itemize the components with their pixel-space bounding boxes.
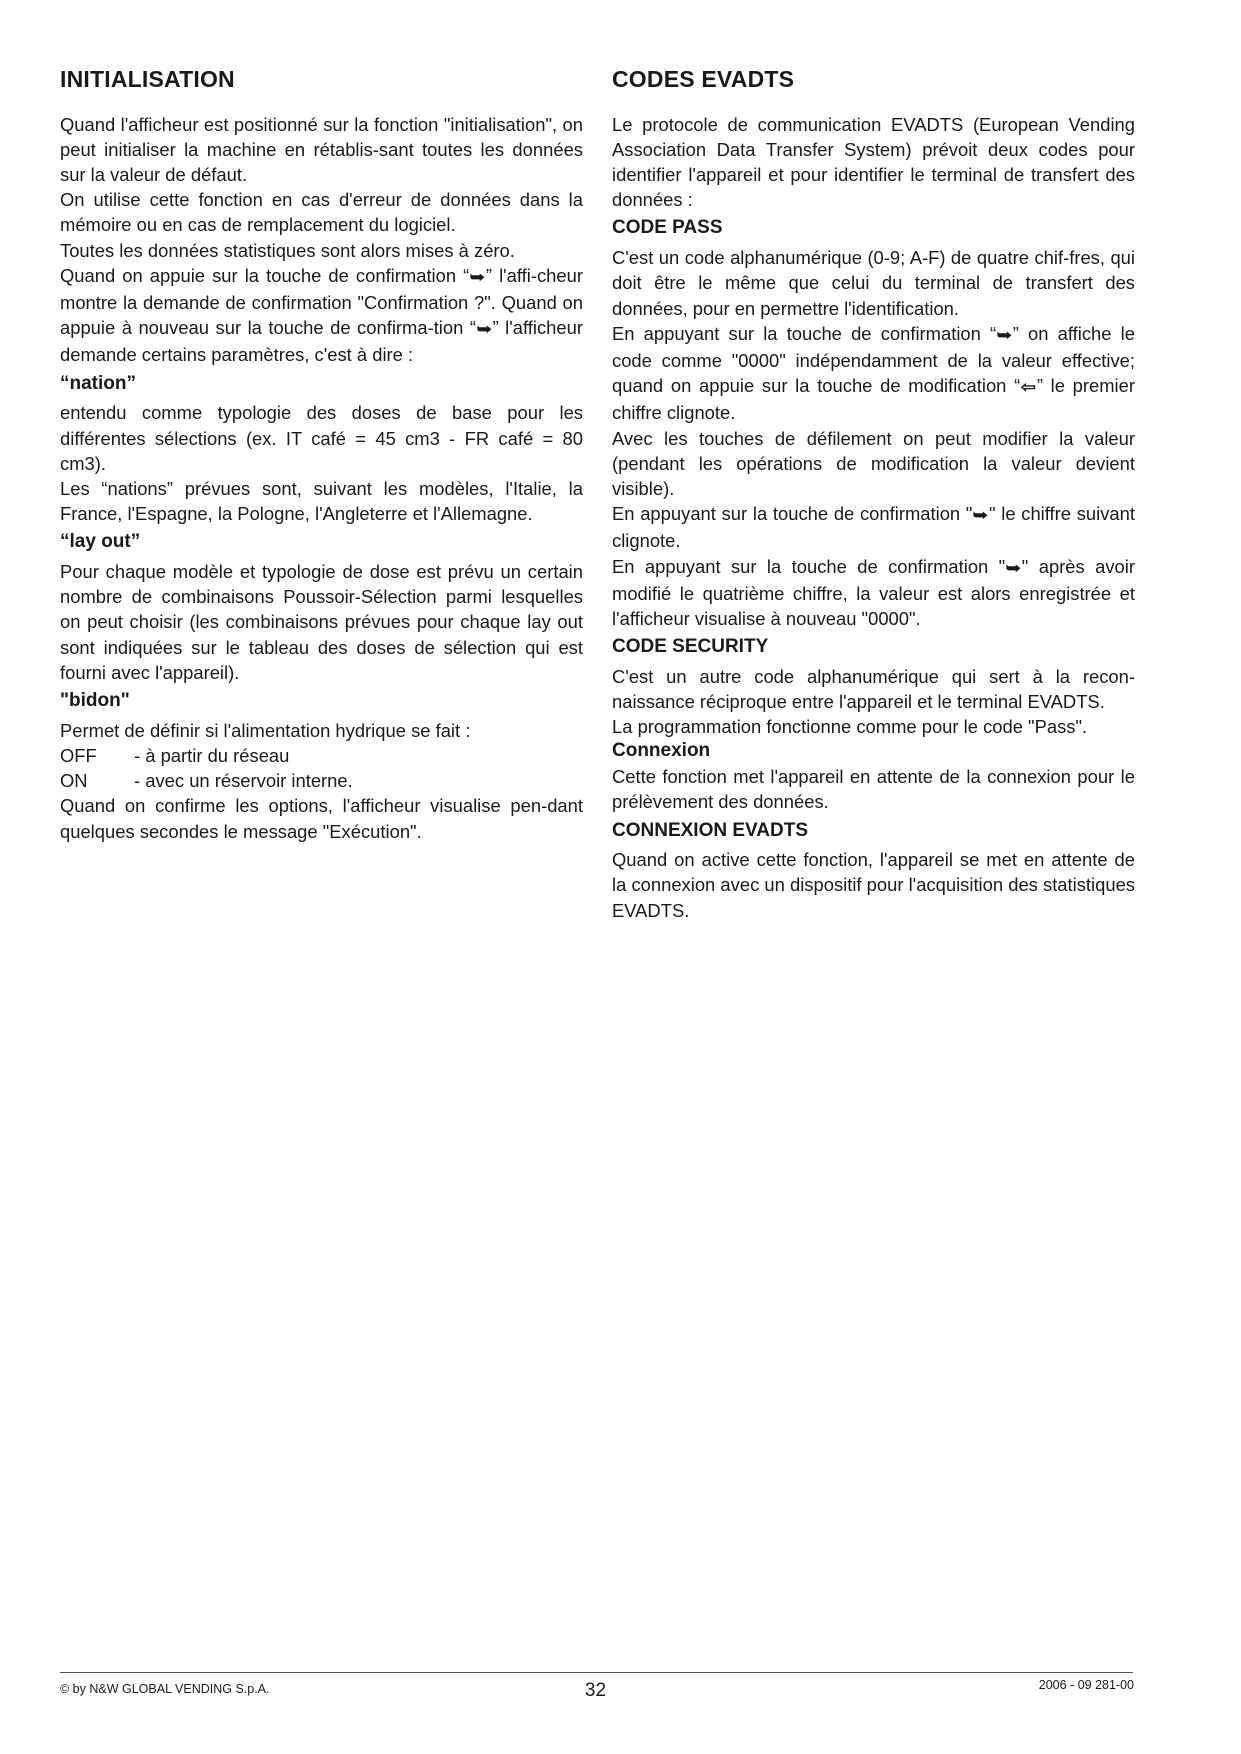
paragraph: Quand on active cette fonction, l'appareil se met en attente de la connexion avec un dispositif pour l'acquisition des statistiques EVADTS.	[612, 849, 1135, 921]
page-number: 32	[584, 1680, 607, 1701]
confirm-arrow-icon: ➥	[996, 326, 1013, 344]
left-column	[60, 66, 583, 844]
paragraph: Quand l'afficheur est positionné sur la fonction "initialisation", on peut initialiser la machine en rétablis-sant toutes les données sur la valeur de défaut.	[60, 113, 583, 185]
paragraph: Permet de définir si l'alimentation hydrique se fait :	[60, 719, 471, 741]
subheading-bidon: "bidon"	[60, 690, 130, 712]
subheading-connexion: Connexion	[612, 740, 711, 762]
subheading-code-security: CODE SECURITY	[612, 636, 769, 658]
option-value: - à partir du réseau	[134, 744, 290, 766]
paragraph: Avec les touches de défilement on peut modifier la valeur (pendant les opérations de modification la valeur devient visible).	[612, 427, 1135, 499]
paragraph: Pour chaque modèle et typologie de dose est prévu un certain nombre de combinaisons Poussoir-Sélection parmi lesquelles on peut choisir (les combinaisons prévues pour chaque lay out sont indiquées sur le tableau des doses de sélection qui est fourni avec l'appareil).	[60, 561, 583, 683]
modify-arrow-icon: ⇦	[1020, 379, 1037, 397]
paragraph-confirm	[612, 501, 1135, 553]
confirm-arrow-icon: ➥	[1005, 559, 1022, 577]
paragraph: La programmation fonctionne comme pour le code "Pass".	[612, 716, 1088, 738]
subheading-code-pass: CODE PASS	[612, 217, 723, 239]
text-run: ” l'afficheur demande certains paramètres, c'est à dire :	[60, 317, 583, 366]
text-run: En appuyant sur la touche de confirmation "	[612, 503, 973, 525]
option-on	[60, 768, 583, 793]
option-off	[60, 743, 583, 768]
text-run: En appuyant sur la touche de confirmation "	[612, 555, 1006, 577]
option-value: - avec un réservoir interne.	[134, 770, 353, 792]
text-run: ” le premier chiffre clignote.	[612, 375, 1135, 424]
paragraph: Le protocole de communication EVADTS (European Vending Association Data Transfer System) prévoit deux codes pour identifier l'appareil et pour identifier le terminal de transfert des données :	[612, 113, 1135, 211]
option-key: OFF	[60, 744, 97, 766]
paragraph: entendu comme typologie des doses de base pour les différentes sélections (ex. IT café = 45 cm3 - FR café = 80 cm3).	[60, 402, 583, 474]
paragraph-confirm	[612, 554, 1135, 632]
subheading-layout: “lay out”	[60, 531, 141, 553]
paragraph-confirm	[60, 263, 583, 368]
paragraph: Toutes les données statistiques sont alors mises à zéro.	[60, 239, 515, 261]
text-run: " après avoir modifié le quatrième chiffre, la valeur est alors enregistrée et l'afficheur visualise à nouveau "0000".	[612, 555, 1135, 629]
text-run: " le chiffre suivant clignote.	[612, 503, 1135, 552]
confirm-arrow-icon: ➥	[470, 268, 486, 286]
paragraph: Quand on confirme les options, l'afficheur visualise pen-dant quelques secondes le message "Exécution".	[60, 795, 583, 842]
right-column	[612, 66, 1135, 923]
footer-copyright: © by N&W GLOBAL VENDING S.p.A.	[60, 1682, 270, 1696]
option-key: ON	[60, 770, 88, 792]
paragraph: On utilise cette fonction en cas d'erreur de données dans la mémoire ou en cas de remplacement du logiciel.	[60, 189, 583, 236]
subheading-connexion-evadts: CONNEXION EVADTS	[612, 819, 809, 841]
text-run: En appuyant sur la touche de confirmation “	[612, 322, 997, 344]
confirm-arrow-icon: ➥	[476, 321, 492, 339]
section-title-initialisation: INITIALISATION	[60, 66, 235, 92]
paragraph: C'est un autre code alphanumérique qui sert à la recon-naissance réciproque entre l'appareil et le terminal EVADTS.	[612, 665, 1135, 713]
confirm-arrow-icon: ➥	[973, 507, 989, 525]
text-run: Quand on appuie sur la touche de confirmation “	[60, 264, 470, 286]
text-run: ” on affiche le code comme "0000" indépendamment de la valeur effective; quand on appuie sur la touche de modification “	[612, 322, 1135, 397]
paragraph: C'est un code alphanumérique (0-9; A-F) de quatre chif-fres, qui doit être le même que celui du terminal de transfert des données, pour en permettre l'identification.	[612, 247, 1135, 319]
paragraph: Cette fonction met l'appareil en attente de la connexion pour le prélèvement des données.	[612, 766, 1135, 813]
footer-divider	[60, 1672, 1133, 1673]
section-title-codes-evadts: CODES EVADTS	[612, 66, 795, 92]
subheading-nation: “nation”	[60, 372, 136, 394]
footer-doc-code: 2006 - 09 281-00	[1038, 1678, 1134, 1692]
paragraph: Les “nations” prévues sont, suivant les modèles, l'Italie, la France, l'Espagne, la Pologne, l'Angleterre et l'Allemagne.	[60, 477, 583, 525]
paragraph-confirm	[612, 321, 1135, 426]
text-run: ” l'affi-cheur montre la demande de confirmation "Confirmation ?". Quand on appuie à nouveau sur la touche de confirma-tion “	[60, 264, 583, 339]
